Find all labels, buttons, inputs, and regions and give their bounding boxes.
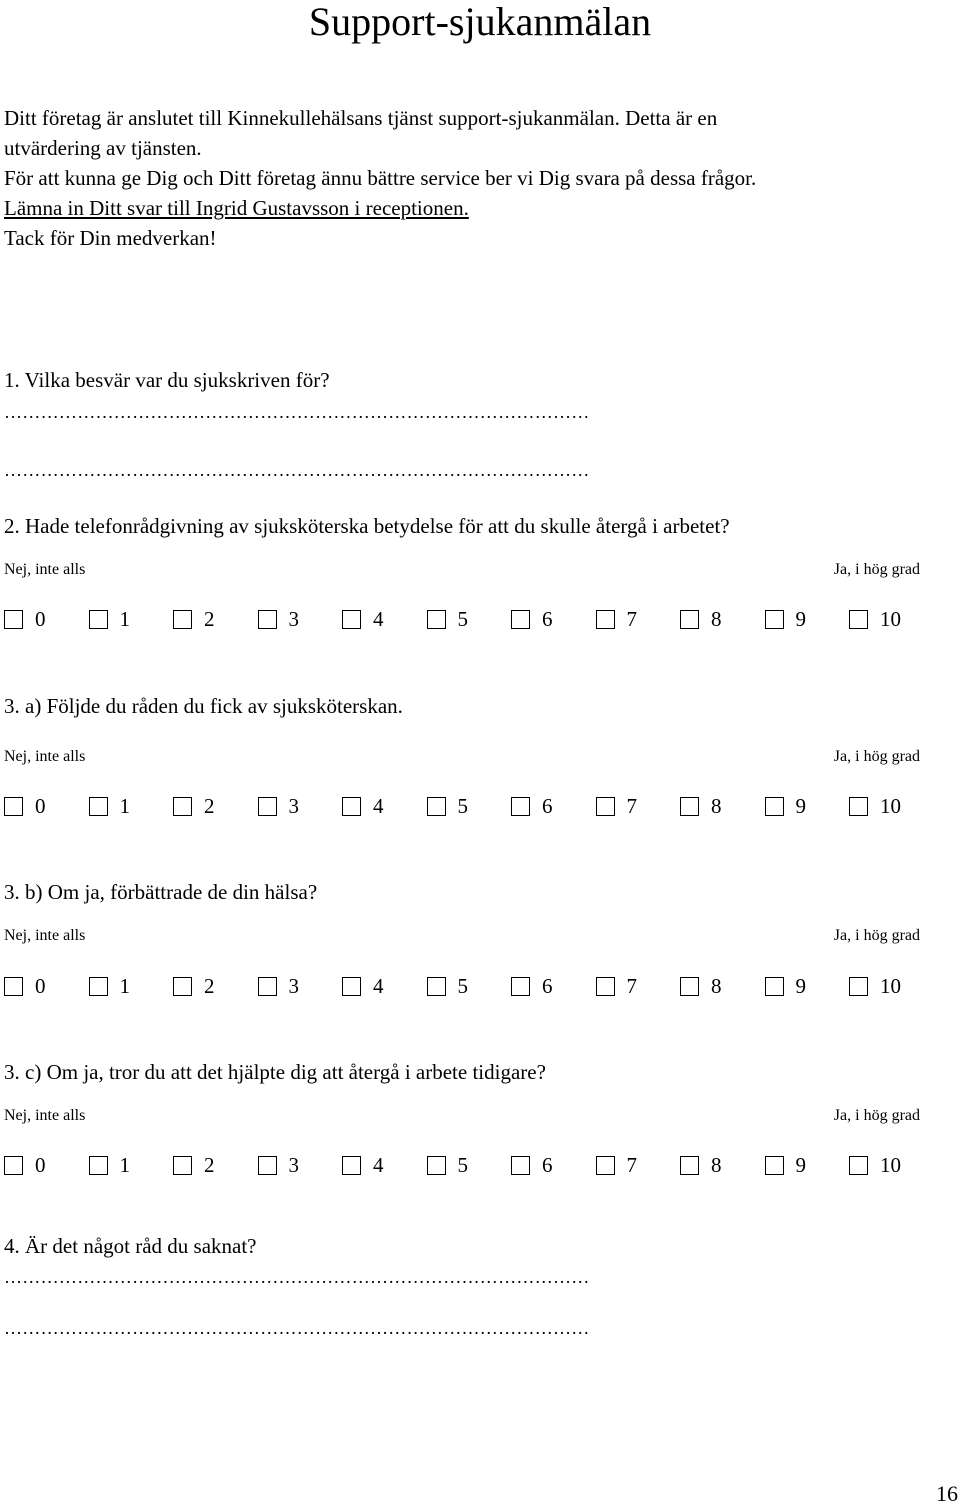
checkbox[interactable] <box>89 1156 108 1175</box>
checkbox[interactable] <box>89 977 108 996</box>
scale-option-label: 0 <box>35 607 46 631</box>
scale-option-label: 7 <box>626 1153 637 1177</box>
checkbox[interactable] <box>258 797 277 816</box>
scale-option[interactable] <box>511 792 553 820</box>
scale-option-label: 9 <box>795 794 806 818</box>
scale-option-label: 7 <box>626 974 637 998</box>
scale-option[interactable] <box>258 792 300 820</box>
scale-option[interactable] <box>765 1151 807 1179</box>
scale-option[interactable] <box>427 972 469 1000</box>
scale-option[interactable] <box>596 972 638 1000</box>
scale-option-label: 10 <box>880 1153 901 1177</box>
scale-option-label: 2 <box>204 607 215 631</box>
checkbox[interactable] <box>765 610 784 629</box>
scale-options-q3c <box>4 1151 924 1179</box>
scale-option[interactable] <box>511 1151 553 1179</box>
scale-option-label: 7 <box>626 607 637 631</box>
checkbox[interactable] <box>173 797 192 816</box>
scale-option-label: 9 <box>795 607 806 631</box>
checkbox[interactable] <box>849 797 868 816</box>
answer-line[interactable]: …………………………………………………………………………………… <box>4 1318 590 1338</box>
scale-option-label: 2 <box>204 1153 215 1177</box>
checkbox[interactable] <box>4 977 23 996</box>
scale-option[interactable] <box>596 1151 638 1179</box>
checkbox[interactable] <box>765 1156 784 1175</box>
scale-option[interactable] <box>258 972 300 1000</box>
scale-option[interactable] <box>89 605 131 633</box>
scale-option-label: 1 <box>119 794 130 818</box>
scale-options-q2 <box>4 605 924 633</box>
scale-left-label: Nej, inte alls <box>4 1107 86 1124</box>
question-1: 1. Vilka besvär var du sjukskriven för? <box>4 368 330 392</box>
scale-option-label: 2 <box>204 974 215 998</box>
intro-line: utvärdering av tjänsten. <box>4 136 202 160</box>
scale-option-label: 5 <box>457 794 468 818</box>
checkbox[interactable] <box>427 610 446 629</box>
scale-option[interactable] <box>765 972 807 1000</box>
checkbox[interactable] <box>173 1156 192 1175</box>
scale-option[interactable] <box>680 605 722 633</box>
scale-left-label: Nej, inte alls <box>4 927 86 944</box>
scale-option-label: 6 <box>542 607 553 631</box>
scale-option-label: 9 <box>795 1153 806 1177</box>
checkbox[interactable] <box>4 797 23 816</box>
scale-option[interactable] <box>342 1151 384 1179</box>
scale-option[interactable] <box>511 972 553 1000</box>
scale-option[interactable] <box>849 1151 901 1179</box>
scale-right-label: Ja, i hög grad <box>833 1107 920 1124</box>
scale-option-label: 3 <box>288 1153 299 1177</box>
scale-options-q3a <box>4 792 924 820</box>
scale-option-label: 4 <box>373 974 384 998</box>
checkbox[interactable] <box>89 797 108 816</box>
checkbox[interactable] <box>680 1156 699 1175</box>
scale-option[interactable] <box>173 605 215 633</box>
scale-option[interactable] <box>342 972 384 1000</box>
scale-option[interactable] <box>511 605 553 633</box>
scale-right-label: Ja, i hög grad <box>833 927 920 944</box>
scale-option[interactable] <box>258 1151 300 1179</box>
scale-option[interactable] <box>4 605 46 633</box>
checkbox[interactable] <box>258 977 277 996</box>
scale-option[interactable] <box>680 792 722 820</box>
scale-option-label: 0 <box>35 794 46 818</box>
page-number: 16 <box>936 1481 958 1506</box>
checkbox[interactable] <box>173 610 192 629</box>
scale-option[interactable] <box>342 605 384 633</box>
checkbox[interactable] <box>511 610 530 629</box>
scale-option-label: 10 <box>880 794 901 818</box>
scale-option[interactable] <box>342 792 384 820</box>
scale-option[interactable] <box>680 1151 722 1179</box>
checkbox[interactable] <box>765 797 784 816</box>
scale-option[interactable] <box>4 1151 46 1179</box>
scale-option-label: 10 <box>880 607 901 631</box>
checkbox[interactable] <box>596 610 615 629</box>
scale-option-label: 0 <box>35 974 46 998</box>
scale-option-label: 8 <box>711 1153 722 1177</box>
scale-option-label: 6 <box>542 1153 553 1177</box>
checkbox[interactable] <box>342 797 361 816</box>
checkbox[interactable] <box>511 797 530 816</box>
scale-option-label: 3 <box>288 607 299 631</box>
checkbox[interactable] <box>849 977 868 996</box>
checkbox[interactable] <box>511 977 530 996</box>
scale-option-label: 3 <box>288 794 299 818</box>
scale-option[interactable] <box>427 1151 469 1179</box>
checkbox[interactable] <box>596 797 615 816</box>
answer-line[interactable]: …………………………………………………………………………………… <box>4 1267 590 1287</box>
checkbox[interactable] <box>680 797 699 816</box>
scale-right-label: Ja, i hög grad <box>833 561 920 578</box>
answer-line[interactable]: …………………………………………………………………………………… <box>4 402 590 422</box>
scale-option[interactable] <box>89 972 131 1000</box>
scale-option-label: 5 <box>457 607 468 631</box>
checkbox[interactable] <box>849 1156 868 1175</box>
scale-option-label: 0 <box>35 1153 46 1177</box>
question-2: 2. Hade telefonrådgivning av sjuksköterska betydelse för att du skulle återgå i arbetet? <box>4 514 730 538</box>
scale-option-label: 4 <box>373 794 384 818</box>
scale-option[interactable] <box>765 605 807 633</box>
checkbox[interactable] <box>427 1156 446 1175</box>
scale-option[interactable] <box>4 972 46 1000</box>
checkbox[interactable] <box>596 977 615 996</box>
checkbox[interactable] <box>342 610 361 629</box>
scale-option[interactable] <box>89 792 131 820</box>
scale-option[interactable] <box>89 1151 131 1179</box>
question-4: 4. Är det något råd du saknat? <box>4 1234 257 1258</box>
scale-option-label: 4 <box>373 607 384 631</box>
scale-option[interactable] <box>680 972 722 1000</box>
question-3b: 3. b) Om ja, förbättrade de din hälsa? <box>4 880 318 904</box>
checkbox[interactable] <box>680 610 699 629</box>
scale-left-label: Nej, inte alls <box>4 748 86 765</box>
intro-line-thanks: Tack för Din medverkan! <box>4 226 217 250</box>
answer-line[interactable]: …………………………………………………………………………………… <box>4 460 590 480</box>
intro-line-instruction: Lämna in Ditt svar till Ingrid Gustavsson i receptionen. <box>4 196 469 220</box>
checkbox[interactable] <box>680 977 699 996</box>
scale-option-label: 8 <box>711 974 722 998</box>
checkbox[interactable] <box>342 977 361 996</box>
scale-option[interactable] <box>173 972 215 1000</box>
scale-option-label: 9 <box>795 974 806 998</box>
checkbox[interactable] <box>89 610 108 629</box>
scale-left-label: Nej, inte alls <box>4 561 86 578</box>
scale-option[interactable] <box>427 605 469 633</box>
scale-option-label: 7 <box>626 794 637 818</box>
scale-option-label: 4 <box>373 1153 384 1177</box>
scale-option-label: 8 <box>711 794 722 818</box>
scale-option-label: 1 <box>119 974 130 998</box>
question-3a: 3. a) Följde du råden du fick av sjuksköterskan. <box>4 694 403 718</box>
checkbox[interactable] <box>596 1156 615 1175</box>
intro-text <box>4 103 756 253</box>
intro-line: Ditt företag är anslutet till Kinnekullehälsans tjänst support-sjukanmälan. Detta är en <box>4 106 718 130</box>
scale-option[interactable] <box>596 605 638 633</box>
question-3c: 3. c) Om ja, tror du att det hjälpte dig att återgå i arbete tidigare? <box>4 1060 546 1084</box>
scale-option[interactable] <box>849 605 901 633</box>
scale-option-label: 1 <box>119 1153 130 1177</box>
checkbox[interactable] <box>4 1156 23 1175</box>
scale-option[interactable] <box>596 792 638 820</box>
scale-option-label: 6 <box>542 794 553 818</box>
page-title: Support-sjukanmälan <box>308 0 652 44</box>
checkbox[interactable] <box>4 610 23 629</box>
scale-option-label: 6 <box>542 974 553 998</box>
scale-option-label: 10 <box>880 974 901 998</box>
scale-option-label: 3 <box>288 974 299 998</box>
checkbox[interactable] <box>427 977 446 996</box>
scale-right-label: Ja, i hög grad <box>833 748 920 765</box>
scale-option[interactable] <box>173 792 215 820</box>
scale-option[interactable] <box>258 605 300 633</box>
scale-option[interactable] <box>173 1151 215 1179</box>
scale-option-label: 1 <box>119 607 130 631</box>
scale-option-label: 2 <box>204 794 215 818</box>
checkbox[interactable] <box>849 610 868 629</box>
scale-option[interactable] <box>4 792 46 820</box>
scale-option-label: 5 <box>457 1153 468 1177</box>
checkbox[interactable] <box>427 797 446 816</box>
checkbox[interactable] <box>258 1156 277 1175</box>
scale-option[interactable] <box>849 792 901 820</box>
scale-option-label: 5 <box>457 974 468 998</box>
checkbox[interactable] <box>765 977 784 996</box>
scale-option[interactable] <box>765 792 807 820</box>
checkbox[interactable] <box>342 1156 361 1175</box>
checkbox[interactable] <box>173 977 192 996</box>
intro-line: För att kunna ge Dig och Ditt företag ännu bättre service ber vi Dig svara på dessa frågor. <box>4 166 757 190</box>
scale-options-q3b <box>4 972 924 1000</box>
checkbox[interactable] <box>258 610 277 629</box>
scale-option[interactable] <box>849 972 901 1000</box>
scale-option[interactable] <box>427 792 469 820</box>
scale-option-label: 8 <box>711 607 722 631</box>
checkbox[interactable] <box>511 1156 530 1175</box>
